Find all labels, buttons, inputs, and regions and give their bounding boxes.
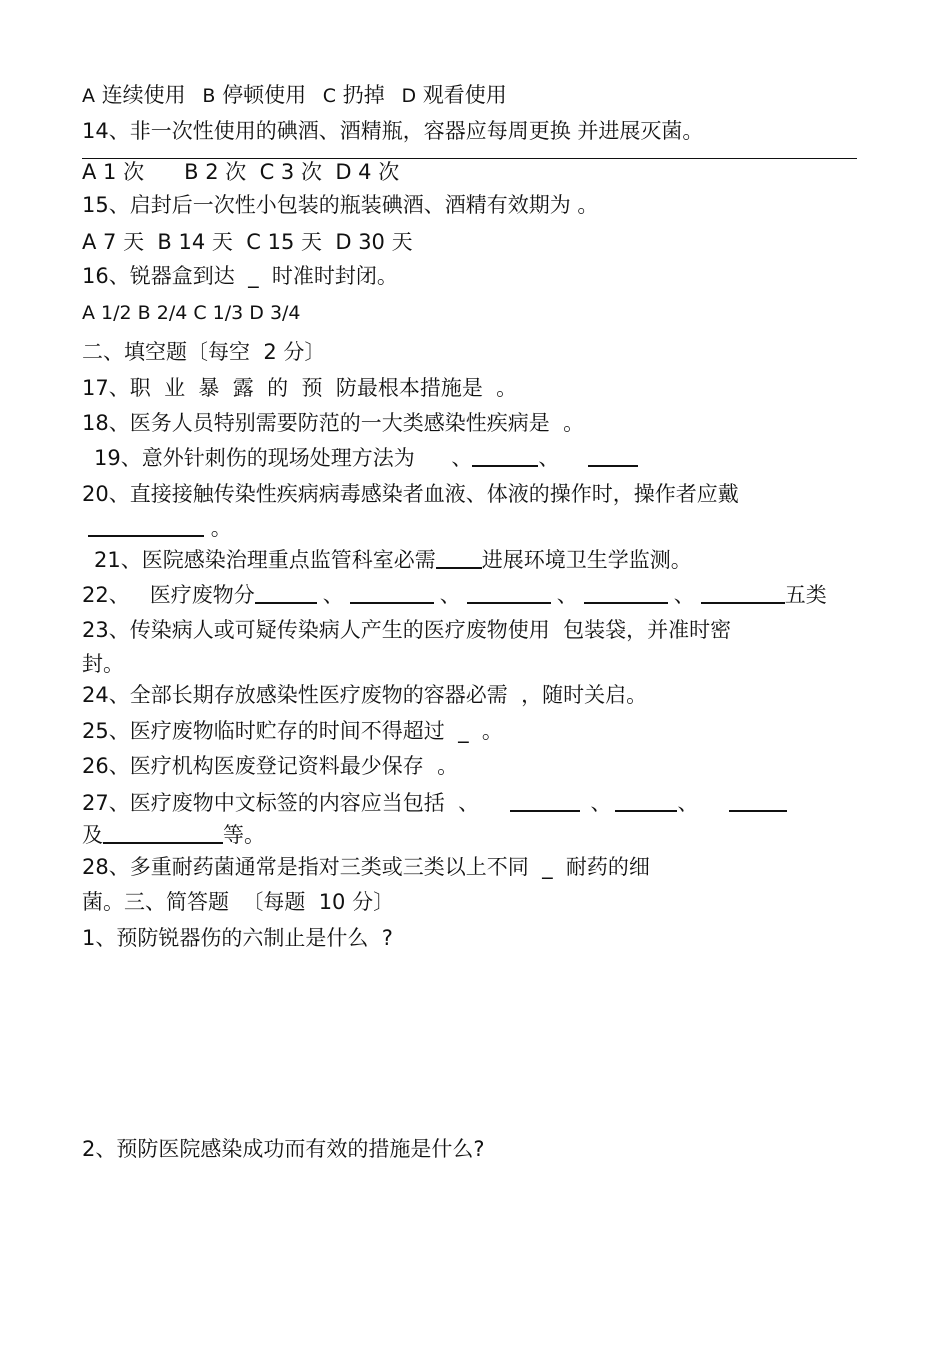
option-c-letter: C: [322, 85, 337, 107]
question-22: [82, 580, 827, 610]
question-27-cont: [82, 820, 265, 850]
separator: 、: [673, 583, 695, 607]
answer-blank: [103, 820, 223, 844]
option-a-text: 连续使用: [101, 83, 186, 107]
question-27-and: 及: [82, 823, 103, 847]
answer-blank: [615, 788, 677, 812]
question-20: 20、直接接触传染性疾病病毒感染者血液、体液的操作时，操作者应戴: [82, 482, 739, 506]
section-fill-in-heading: 二、填空题〔每空 2 分〕: [82, 340, 326, 364]
question-15: 15、启封后一次性小包装的瓶装碘酒、酒精有效期为 。: [82, 193, 599, 217]
separator: 、: [538, 446, 560, 470]
answer-blank: [701, 580, 785, 604]
question-23-cont: 封。: [82, 652, 124, 676]
separator: 、: [677, 791, 699, 815]
option-b-text: 停顿使用: [222, 83, 307, 107]
answer-blank: [584, 580, 668, 604]
question-19: [94, 443, 638, 473]
q13-options: [82, 80, 507, 111]
answer-blank: [510, 788, 580, 812]
question-27-text: 27、医疗废物中文标签的内容应当包括 、: [82, 791, 480, 815]
question-22-text: 22、 医疗废物分: [82, 583, 255, 607]
separator: 、: [439, 583, 461, 607]
option-a-letter: A: [82, 85, 95, 107]
question-16-options: A 1/2 B 2/4 C 1/3 D 3/4: [82, 302, 301, 324]
question-17: 17、职 业 暴 露 的 预 防最根本措施是 。: [82, 376, 518, 400]
short-answer-2: 2、预防医院感染成功而有效的措施是什么?: [82, 1137, 485, 1161]
option-b-letter: B: [202, 85, 216, 107]
question-22-end: 五类: [784, 583, 827, 607]
question-14: 14、非一次性使用的碘酒、酒精瓶，容器应每周更换 并进展灭菌。: [82, 119, 704, 143]
question-27: [82, 788, 787, 818]
answer-blank: [472, 443, 538, 467]
separator: 、: [556, 583, 578, 607]
question-19-text: 19、意外针刺伤的现场处理方法为: [94, 446, 415, 470]
question-27-end: 等。: [223, 823, 265, 847]
answer-blank: [350, 580, 434, 604]
question-23: 23、传染病人或可疑传染病人产生的医疗废物使用 包装袋，并准时密: [82, 618, 732, 642]
question-24: 24、全部长期存放感染性医疗废物的容器必需 ，随时关启。: [82, 683, 648, 707]
question-28: 28、多重耐药菌通常是指对三类或三类以上不同 _ 耐药的细: [82, 855, 650, 879]
answer-blank: [467, 580, 551, 604]
answer-blank: [88, 513, 204, 537]
short-answer-1: 1、预防锐器伤的六制止是什么 ?: [82, 926, 393, 950]
section-short-answer-heading: 菌。三、简答题 〔每题 10 分〕: [82, 890, 395, 914]
separator: 、: [451, 446, 473, 470]
question-20-cont: [82, 513, 232, 543]
question-16: 16、锐器盒到达 _ 时准时封闭。: [82, 264, 398, 288]
answer-blank: [436, 545, 482, 569]
question-15-options: A 7 天 B 14 天 C 15 天 D 30 天: [82, 230, 413, 254]
question-20-end: 。: [210, 516, 232, 540]
question-14-options: A 1 次 B 2 次 C 3 次 D 4 次: [82, 160, 400, 184]
question-21-text: 21、医院感染治理重点监管科室必需: [94, 548, 436, 572]
option-d-letter: D: [401, 85, 417, 107]
separator: 、: [322, 583, 344, 607]
question-21-end: 进展环境卫生学监测。: [481, 548, 692, 572]
question-21: [94, 545, 692, 575]
option-d-text: 观看使用: [422, 83, 507, 107]
option-c-text: 扔掉: [342, 83, 385, 107]
answer-blank: [255, 580, 317, 604]
question-25: 25、医疗废物临时贮存的时间不得超过 _ 。: [82, 719, 503, 743]
question-26: 26、医疗机构医废登记资料最少保存 。: [82, 754, 459, 778]
separator: 、: [590, 791, 612, 815]
answer-blank: [588, 443, 638, 467]
answer-blank: [729, 788, 787, 812]
question-18: 18、医务人员特别需要防范的一大类感染性疾病是 。: [82, 411, 585, 435]
